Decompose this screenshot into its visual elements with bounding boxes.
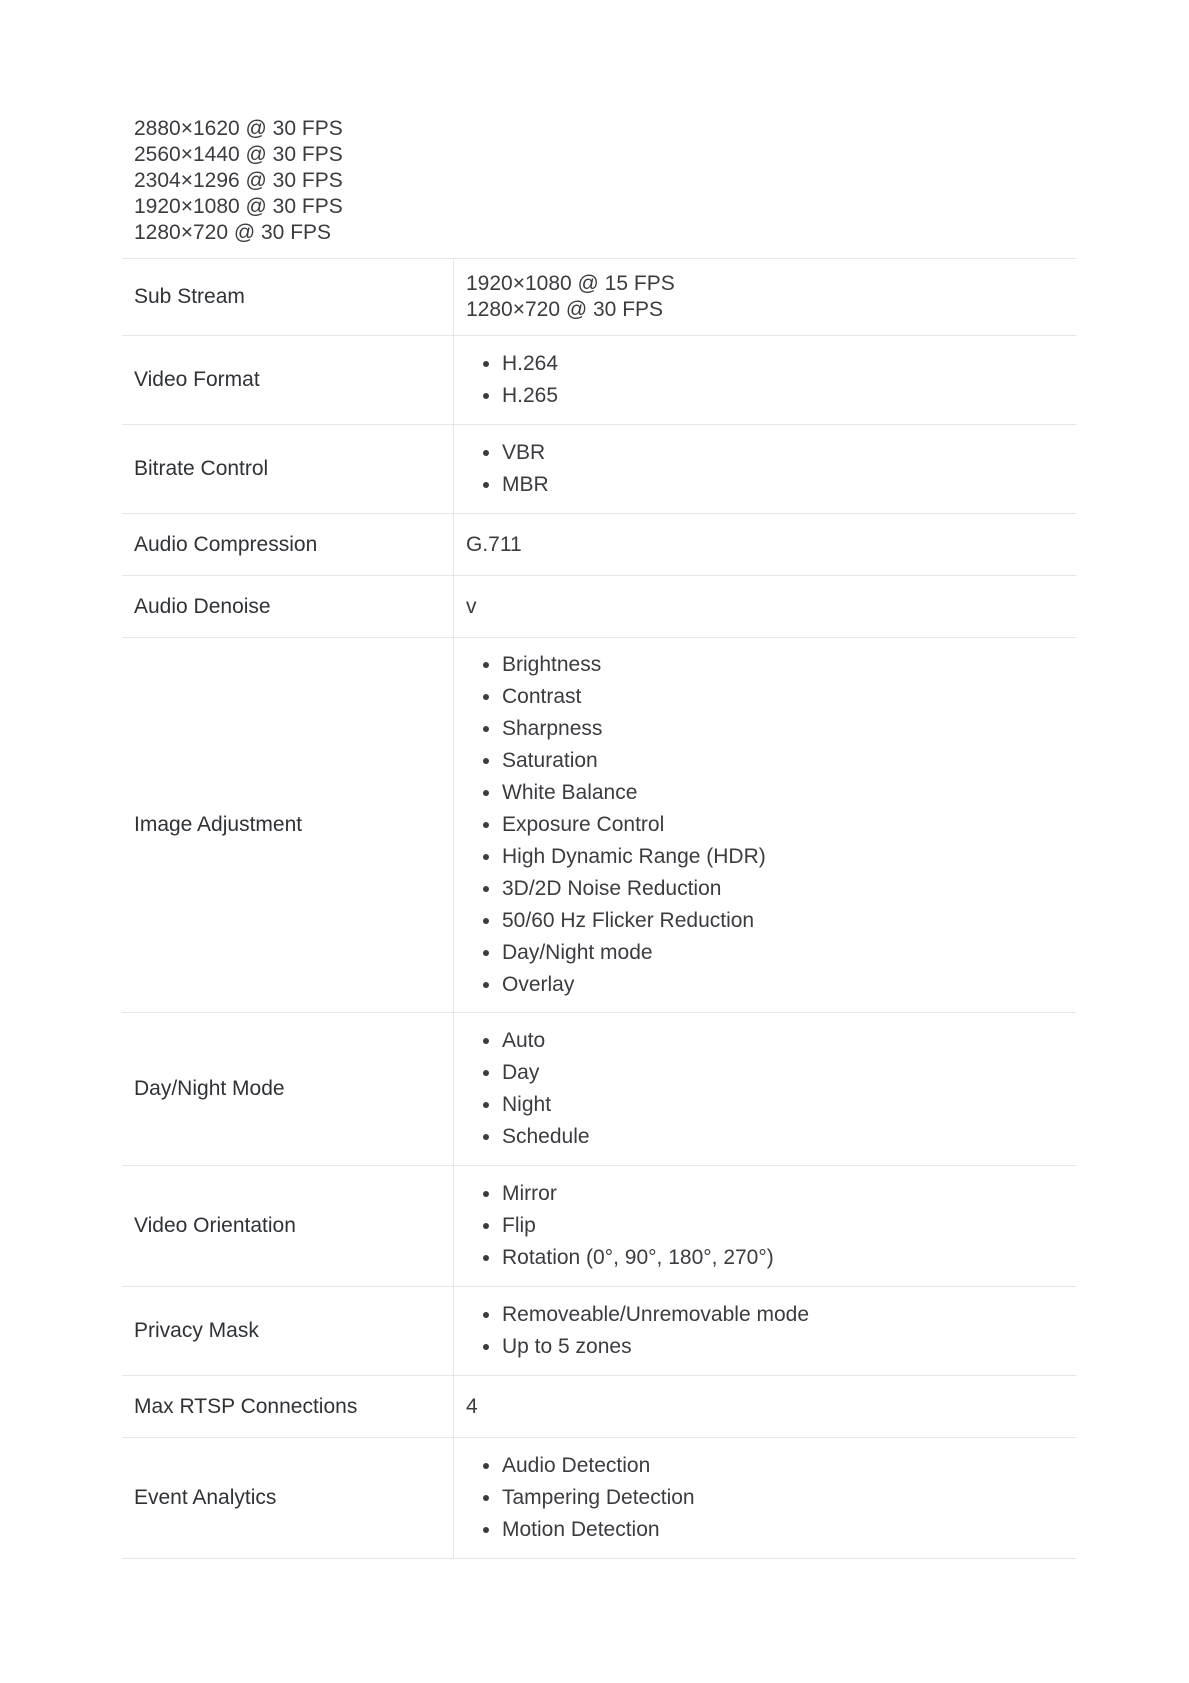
list-item: • 3D/2D Noise Reduction (502, 873, 1064, 905)
list-item: • Sharpness (502, 713, 1064, 745)
list-item: • Motion Detection (502, 1514, 1064, 1546)
value-list (466, 649, 1064, 1001)
row-label: Video Orientation (122, 1166, 454, 1287)
value-list (466, 1450, 1064, 1546)
row-label: Image Adjustment (122, 638, 454, 1013)
table-row (122, 576, 1076, 638)
list-item: • Tampering Detection (502, 1482, 1064, 1514)
row-label: Event Analytics (122, 1438, 454, 1559)
list-item: • H.264 (502, 348, 1064, 380)
value-list (466, 348, 1064, 412)
list-item: • White Balance (502, 777, 1064, 809)
value-line: v (466, 594, 477, 618)
value-line: 1920×1080 @ 15 FPS (466, 272, 675, 295)
list-item: • Rotation (0°, 90°, 180°, 270°) (502, 1242, 1064, 1274)
main-stream-resolutions (122, 116, 1076, 258)
list-item: • Up to 5 zones (502, 1331, 1064, 1363)
resolution-line: 2304×1296 @ 30 FPS (134, 169, 343, 192)
row-label: Audio Denoise (122, 576, 454, 638)
row-label: Bitrate Control (122, 425, 454, 514)
value-line: 1280×720 @ 30 FPS (466, 298, 664, 321)
table-row (122, 638, 1076, 1013)
list-item: • Night (502, 1089, 1064, 1121)
row-label: Max RTSP Connections (122, 1376, 454, 1438)
table-row (122, 1376, 1076, 1438)
row-value (454, 1287, 1077, 1376)
list-item: • Removeable/Unremovable mode (502, 1299, 1064, 1331)
list-item: • MBR (502, 469, 1064, 501)
list-item: • Day/Night mode (502, 937, 1064, 969)
table-row (122, 514, 1076, 576)
row-value (454, 336, 1077, 425)
list-item: • Schedule (502, 1121, 1064, 1153)
list-item: • H.265 (502, 380, 1064, 412)
table-row (122, 1166, 1076, 1287)
list-item: • Auto (502, 1025, 1064, 1057)
table-row (122, 336, 1076, 425)
row-value (454, 1376, 1077, 1438)
list-item: • High Dynamic Range (HDR) (502, 841, 1064, 873)
value-list (466, 1178, 1064, 1274)
list-item: • Mirror (502, 1178, 1064, 1210)
row-label: Sub Stream (122, 259, 454, 336)
table-row (122, 1013, 1076, 1166)
value-list (466, 1299, 1064, 1363)
spec-sheet (122, 116, 1076, 1559)
list-item: • VBR (502, 437, 1064, 469)
resolution-line: 1920×1080 @ 30 FPS (134, 195, 343, 218)
row-value (454, 576, 1077, 638)
list-item: • Contrast (502, 681, 1064, 713)
list-item: • Brightness (502, 649, 1064, 681)
row-label: Day/Night Mode (122, 1013, 454, 1166)
list-item: • Overlay (502, 969, 1064, 1001)
row-label: Video Format (122, 336, 454, 425)
table-row (122, 259, 1076, 336)
list-item: • Audio Detection (502, 1450, 1064, 1482)
resolution-line: 2560×1440 @ 30 FPS (134, 143, 343, 166)
value-list (466, 1025, 1064, 1153)
table-row (122, 425, 1076, 514)
value-line: 4 (466, 1394, 478, 1418)
list-item: • Day (502, 1057, 1064, 1089)
list-item: • Flip (502, 1210, 1064, 1242)
row-value (454, 638, 1077, 1013)
value-line: G.711 (466, 532, 522, 556)
row-label: Privacy Mask (122, 1287, 454, 1376)
row-value (454, 514, 1077, 576)
table-row (122, 1287, 1076, 1376)
row-value (454, 1013, 1077, 1166)
table-row (122, 1438, 1076, 1559)
spec-table (122, 258, 1076, 1559)
resolution-line: 1280×720 @ 30 FPS (134, 221, 332, 244)
row-value (454, 425, 1077, 514)
row-value (454, 1166, 1077, 1287)
resolution-line: 2880×1620 @ 30 FPS (134, 117, 343, 140)
list-item: • 50/60 Hz Flicker Reduction (502, 905, 1064, 937)
row-label: Audio Compression (122, 514, 454, 576)
list-item: • Exposure Control (502, 809, 1064, 841)
row-value (454, 259, 1077, 336)
value-list (466, 437, 1064, 501)
list-item: • Saturation (502, 745, 1064, 777)
row-value (454, 1438, 1077, 1559)
